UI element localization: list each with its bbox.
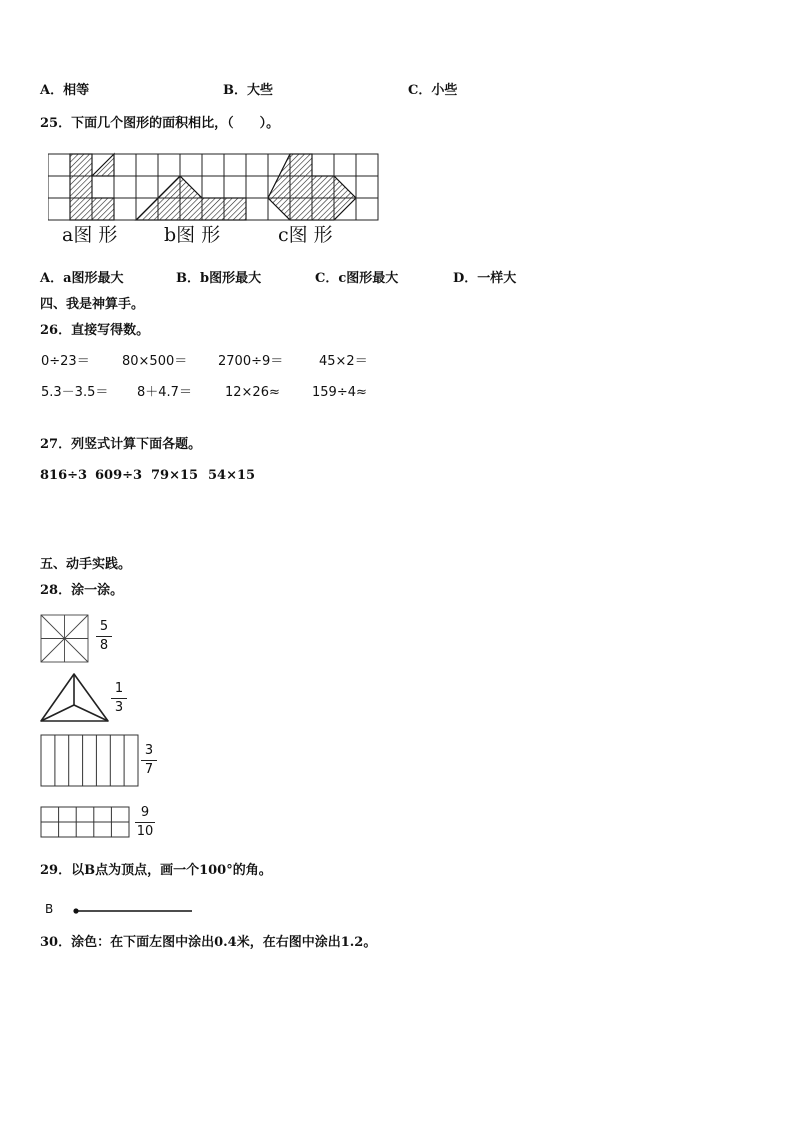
fraction-1-3 [111, 681, 127, 716]
label-b-shape: b图 形 [164, 224, 221, 246]
section-heading-4: 四、我是神算手。 [40, 297, 145, 312]
area-grid-figure [48, 150, 388, 222]
fraction-denominator: 7 [144, 762, 154, 777]
fraction-numerator: 1 [114, 681, 124, 696]
fraction-numerator: 3 [144, 743, 154, 758]
fraction-denominator: 3 [114, 700, 124, 715]
calc-item: 5.3－3.5＝ [41, 385, 109, 400]
option-d: D．一样大 [453, 271, 517, 286]
option-c: C．c图形最大 [315, 271, 399, 286]
question-25-stem: 25．下面几个图形的面积相比，（ ）。 [40, 116, 280, 131]
vertical-calc-item: 609÷3 [95, 468, 143, 483]
option-a: A．a图形最大 [40, 271, 124, 286]
fraction-bar [135, 822, 155, 823]
option-a: A．相等 [40, 83, 90, 98]
fraction-5-8 [96, 619, 112, 654]
ray-from-b[interactable] [70, 905, 196, 917]
option-b: B．b图形最大 [176, 271, 262, 286]
fraction-9-10 [135, 805, 155, 840]
fraction-bar [141, 760, 157, 761]
fraction-numerator: 5 [99, 619, 109, 634]
fraction-3-7 [141, 743, 157, 778]
calc-item: 159÷4≈ [312, 385, 367, 400]
label-c-shape: c图 形 [278, 224, 333, 246]
question-28-stem: 28．涂一涂。 [40, 583, 124, 598]
question-29-stem: 29．以B点为顶点，画一个100°的角。 [40, 863, 272, 878]
option-b: B．大些 [223, 83, 273, 98]
calc-item: 8＋4.7＝ [137, 385, 192, 400]
rectangle-sevenths-figure[interactable] [40, 734, 140, 788]
question-26-stem: 26．直接写得数。 [40, 323, 150, 338]
triangle-thirds-figure[interactable] [39, 672, 111, 724]
fraction-bar [111, 698, 127, 699]
fraction-denominator: 8 [99, 638, 109, 653]
calc-item: 80×500＝ [122, 354, 188, 369]
fraction-numerator: 9 [140, 805, 150, 820]
vertical-calc-item: 54×15 [208, 468, 256, 483]
calc-item: 45×2＝ [319, 354, 368, 369]
calc-item: 0÷23＝ [41, 354, 90, 369]
calc-item: 12×26≈ [225, 385, 280, 400]
label-a-shape: a图 形 [62, 224, 118, 246]
question-30-stem: 30．涂色：在下面左图中涂出0.4米，在右图中涂出1.2。 [40, 935, 377, 950]
vertical-calc-item: 79×15 [151, 468, 199, 483]
question-27-stem: 27．列竖式计算下面各题。 [40, 437, 202, 452]
square-eighths-figure[interactable] [40, 614, 90, 664]
fraction-bar [96, 636, 112, 637]
section-heading-5: 五、动手实践。 [40, 557, 132, 572]
point-b-label: B [45, 902, 54, 916]
grid-tenths-figure[interactable] [40, 806, 132, 840]
option-c: C．小些 [408, 83, 458, 98]
vertical-calc-item: 816÷3 [40, 468, 88, 483]
calc-item: 2700÷9＝ [218, 354, 284, 369]
fraction-denominator: 10 [136, 824, 154, 839]
